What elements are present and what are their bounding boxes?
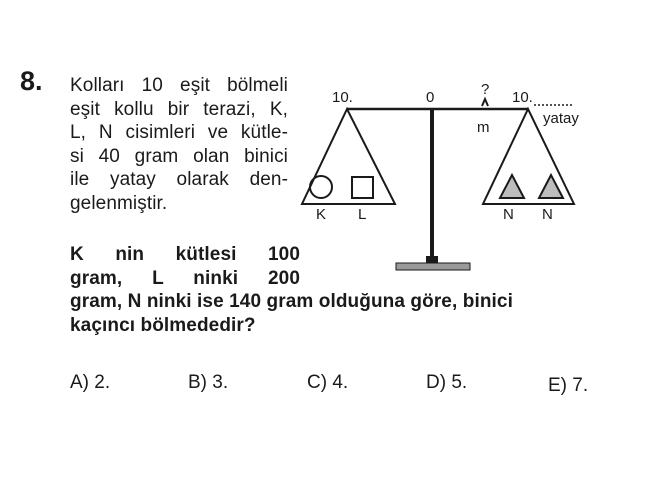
choice-letter: B) (188, 372, 207, 393)
intro-line: si 40 gram olan binici (70, 145, 288, 167)
object-n-triangle (539, 175, 563, 198)
answer-choices (0, 372, 658, 402)
choice-c[interactable] (307, 372, 348, 394)
object-label-n: N (542, 206, 553, 223)
object-label-k: K (316, 206, 327, 223)
choice-b[interactable] (188, 372, 228, 394)
rider-label: m (477, 119, 490, 136)
choice-value: 5. (451, 372, 468, 393)
choice-d[interactable] (426, 372, 467, 394)
object-label-n: N (503, 206, 514, 223)
choice-letter: E) (548, 375, 567, 396)
object-k-circle (310, 176, 332, 198)
choice-a[interactable] (70, 372, 110, 394)
choice-letter: A) (70, 372, 89, 393)
given-line: K nin kütlesi 100 (70, 244, 300, 265)
object-n-triangle (500, 175, 524, 198)
object-label-l: L (358, 206, 367, 223)
intro-line: gelenmiştir. (70, 192, 168, 214)
choice-value: 4. (332, 372, 349, 393)
rider-marker-icon (482, 99, 488, 106)
question-prompt (70, 290, 610, 337)
prompt-line: gram, N ninki ise 140 gram olduğuna göre, binici (70, 291, 513, 312)
horizontal-label: yatay (543, 110, 579, 127)
question-intro (70, 74, 288, 215)
balance-figure (290, 80, 600, 280)
rider-unknown-label: ? (481, 81, 490, 98)
choice-value: 3. (212, 372, 229, 393)
choice-letter: C) (307, 372, 328, 393)
choice-value: 7. (572, 375, 589, 396)
intro-line: ile yatay olarak den- (70, 169, 288, 190)
left-end-label: 10. (332, 89, 353, 106)
balance-diagram (290, 80, 600, 280)
prompt-line: kaçıncı bölmededir? (70, 314, 256, 336)
given-line: gram, L ninki 200 (70, 267, 300, 289)
right-end-label: 10. (512, 89, 533, 106)
intro-line: eşit kollu bir terazi, K, (70, 98, 288, 120)
left-pan (302, 109, 395, 204)
choice-value: 2. (94, 372, 111, 393)
intro-line: L, N cisimleri ve kütle- (70, 122, 288, 143)
stand-base (396, 263, 470, 270)
choice-letter: D) (426, 372, 447, 393)
intro-line: Kolları 10 eşit bölmeli (70, 75, 288, 96)
center-label: 0 (426, 89, 435, 106)
question-given-masses (70, 243, 300, 290)
object-l-square (352, 177, 373, 198)
choice-e[interactable] (548, 375, 588, 397)
question-number: 8. (20, 66, 43, 96)
